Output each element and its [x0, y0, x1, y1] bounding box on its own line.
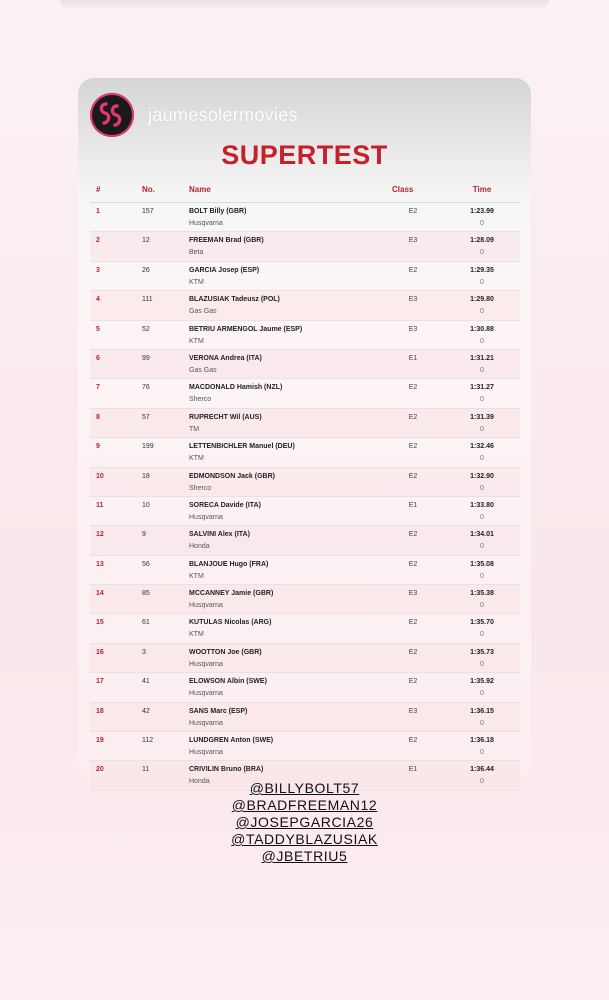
table-row [90, 614, 520, 643]
row-number: 18 [142, 472, 150, 480]
row-time: 1:36.18 [470, 737, 494, 745]
table-row [90, 379, 520, 408]
row-time: 1:34.01 [470, 531, 494, 539]
row-gap: 0 [480, 690, 484, 698]
row-number: 3 [142, 648, 146, 656]
row-position: 8 [96, 413, 100, 421]
row-position: 18 [96, 707, 104, 715]
row-bike-make: Sherco [189, 484, 212, 492]
row-position: 13 [96, 560, 104, 568]
header-number: No. [142, 185, 155, 194]
table-row [90, 732, 520, 761]
mention-tag[interactable]: @JOSEPGARCIA26 [235, 814, 374, 830]
row-bike-make: Husqvarna [189, 602, 223, 610]
row-number: 157 [142, 208, 154, 215]
row-gap: 0 [480, 778, 484, 786]
row-number: 26 [142, 266, 150, 274]
row-time: 1:29.35 [470, 266, 494, 274]
table-row [90, 262, 520, 291]
row-class: E2 [408, 472, 418, 480]
row-number: 112 [142, 737, 154, 745]
row-position: 15 [96, 619, 104, 627]
row-gap: 0 [480, 366, 484, 374]
row-gap: 0 [480, 337, 484, 345]
row-gap: 0 [480, 455, 484, 463]
table-row [90, 350, 520, 379]
row-time: 1:31.27 [470, 384, 494, 392]
row-position: 5 [96, 325, 100, 333]
table-header [90, 182, 520, 203]
row-number: 41 [142, 678, 150, 686]
table-row [90, 468, 520, 497]
row-rider-name: WOOTTON Joe (GBR) [189, 648, 262, 656]
row-bike-make: Husqvarna [189, 220, 223, 227]
row-position: 7 [96, 384, 100, 392]
row-number: 111 [142, 296, 153, 304]
table-row [90, 203, 520, 232]
header-time: Time [472, 185, 492, 194]
row-position: 20 [96, 766, 104, 774]
row-class: E2 [408, 560, 418, 568]
row-bike-make: Sherco [189, 396, 212, 404]
row-gap: 0 [480, 572, 484, 580]
row-time: 1:35.38 [470, 590, 494, 598]
table-row [90, 291, 520, 320]
row-class: E2 [408, 413, 418, 421]
header-class: Class [392, 185, 414, 194]
row-rider-name: FREEMAN Brad (GBR) [189, 237, 264, 245]
row-gap: 0 [480, 308, 484, 316]
header-position: # [96, 185, 101, 194]
row-class: E2 [408, 619, 418, 627]
row-rider-name: SALVINI Alex (ITA) [189, 531, 250, 539]
row-position: 19 [96, 737, 104, 745]
row-gap: 0 [480, 249, 484, 257]
row-rider-name: BLANJOUE Hugo (FRA) [189, 560, 269, 568]
row-rider-name: MCCANNEY Jamie (GBR) [189, 590, 274, 598]
row-time: 1:32.46 [470, 443, 494, 451]
row-bike-make: KTM [189, 337, 204, 345]
row-position: 12 [96, 531, 104, 539]
row-rider-name: KUTULAS Nicolas (ARG) [189, 619, 272, 627]
row-time: 1:30.88 [470, 325, 494, 333]
table-row [90, 556, 520, 585]
row-number: 9 [142, 531, 146, 539]
row-class: E2 [408, 266, 418, 274]
row-bike-make: Gas Gas [189, 308, 217, 316]
row-rider-name: BOLT Billy (GBR) [189, 208, 247, 215]
row-gap: 0 [480, 543, 484, 551]
row-position: 9 [96, 443, 100, 451]
table-row [90, 497, 520, 526]
row-number: 199 [142, 443, 154, 451]
row-number: 99 [142, 354, 150, 362]
row-rider-name: BETRIU ARMENGOL Jaume (ESP) [189, 325, 303, 333]
row-number: 52 [142, 325, 150, 333]
table-body [90, 203, 520, 791]
row-bike-make: KTM [189, 278, 204, 286]
row-class: E3 [408, 590, 418, 598]
row-position: 10 [96, 472, 104, 480]
row-time: 1:29.80 [470, 296, 494, 304]
row-class: E2 [408, 208, 418, 215]
row-bike-make: KTM [189, 631, 204, 639]
row-rider-name: RUPRECHT Wil (AUS) [189, 413, 262, 421]
row-rider-name: SANS Marc (ESP) [189, 707, 248, 715]
row-number: 57 [142, 413, 150, 421]
row-class: E2 [408, 384, 418, 392]
row-bike-make: Honda [189, 543, 210, 551]
mention-tag[interactable]: @JBETRIU5 [261, 848, 348, 864]
row-class: E3 [408, 237, 418, 245]
row-gap: 0 [480, 220, 484, 227]
row-time: 1:35.08 [470, 560, 494, 568]
row-rider-name: CRIVILIN Bruno (BRA) [189, 766, 264, 774]
row-class: E1 [408, 501, 418, 509]
row-bike-make: Husqvarna [189, 513, 223, 521]
row-gap: 0 [480, 719, 484, 727]
row-time: 1:31.39 [470, 413, 494, 421]
row-number: 85 [142, 590, 150, 598]
row-bike-make: KTM [189, 572, 204, 580]
row-rider-name: LETTENBICHLER Manuel (DEU) [189, 443, 295, 451]
row-class: E3 [408, 296, 418, 304]
row-position: 1 [96, 208, 100, 215]
row-time: 1:31.21 [470, 354, 494, 362]
row-gap: 0 [480, 660, 484, 668]
row-number: 10 [142, 501, 150, 509]
row-gap: 0 [480, 425, 484, 433]
results-card [78, 78, 531, 786]
row-time: 1:33.80 [470, 501, 494, 509]
row-class: E2 [408, 531, 418, 539]
js-logo-icon[interactable] [90, 93, 134, 137]
row-position: 4 [96, 296, 100, 304]
table-row [90, 438, 520, 467]
row-time: 1:35.70 [470, 619, 494, 627]
table-row [90, 409, 520, 438]
mention-tag[interactable]: @TADDYBLAZUSIAK [231, 831, 378, 847]
row-class: E1 [408, 766, 418, 774]
page-title: SUPERTEST [221, 140, 388, 170]
row-time: 1:35.73 [470, 648, 494, 656]
row-bike-make: Beta [189, 249, 204, 257]
row-position: 14 [96, 590, 104, 598]
mentions-list [0, 780, 609, 865]
row-class: E2 [408, 648, 418, 656]
row-gap: 0 [480, 396, 484, 404]
row-number: 12 [142, 237, 150, 245]
row-gap: 0 [480, 631, 484, 639]
row-rider-name: SORECA Davide (ITA) [189, 501, 261, 509]
row-gap: 0 [480, 602, 484, 610]
mention-tag[interactable]: @BRADFREEMAN12 [231, 797, 378, 813]
table-row [90, 673, 520, 702]
row-position: 16 [96, 648, 104, 656]
row-rider-name: LUNDGREN Anton (SWE) [189, 737, 274, 745]
row-rider-name: ELOWSON Albin (SWE) [189, 678, 267, 686]
header-name: Name [189, 185, 211, 194]
row-gap: 0 [480, 484, 484, 492]
row-bike-make: Husqvarna [189, 690, 223, 698]
row-number: 42 [142, 707, 150, 715]
row-position: 17 [96, 678, 104, 686]
row-time: 1:35.92 [470, 678, 494, 686]
row-rider-name: MACDONALD Hamish (NZL) [189, 384, 283, 392]
row-rider-name: GARCIA Josep (ESP) [189, 266, 260, 274]
row-bike-make: TM [189, 425, 200, 433]
row-position: 6 [96, 354, 100, 362]
account-header[interactable] [90, 92, 298, 138]
account-handle[interactable]: jaumesolermovies [148, 104, 298, 125]
table-row [90, 526, 520, 555]
row-number: 61 [142, 619, 150, 627]
row-time: 1:32.90 [470, 472, 494, 480]
row-number: 76 [142, 384, 150, 392]
row-class: E3 [408, 325, 418, 333]
row-position: 3 [96, 266, 100, 274]
table-row [90, 232, 520, 261]
row-time: 1:36.44 [470, 766, 494, 774]
row-bike-make: Husqvarna [189, 749, 223, 757]
row-rider-name: EDMONDSON Jack (GBR) [189, 472, 275, 480]
row-bike-make: Husqvarna [189, 660, 223, 668]
row-time: 1:28.09 [470, 237, 494, 245]
row-gap: 0 [480, 749, 484, 757]
row-class: E2 [408, 678, 418, 686]
table-row [90, 703, 520, 732]
row-number: 56 [142, 560, 150, 568]
row-gap: 0 [480, 513, 484, 521]
row-position: 2 [96, 237, 100, 245]
row-rider-name: BLAZUSIAK Tadeusz (POL) [189, 296, 280, 304]
table-row [90, 644, 520, 673]
mention-tag[interactable]: @BILLYBOLT57 [249, 780, 360, 796]
row-bike-make: Honda [189, 778, 210, 786]
row-class: E2 [408, 443, 418, 451]
row-bike-make: Husqvarna [189, 719, 223, 727]
row-number: 11 [142, 766, 150, 774]
row-rider-name: VERONA Andrea (ITA) [189, 354, 262, 362]
row-position: 11 [96, 501, 104, 509]
table-row [90, 321, 520, 350]
row-gap: 0 [480, 278, 484, 286]
row-time: 1:23.99 [470, 208, 494, 215]
table-row [90, 585, 520, 614]
row-bike-make: KTM [189, 455, 204, 463]
row-bike-make: Gas Gas [189, 366, 217, 374]
row-class: E3 [408, 707, 418, 715]
row-class: E2 [408, 737, 418, 745]
row-class: E1 [408, 354, 418, 362]
story-progress-bar [60, 0, 549, 10]
row-time: 1:36.15 [470, 707, 494, 715]
results-table [90, 182, 520, 791]
